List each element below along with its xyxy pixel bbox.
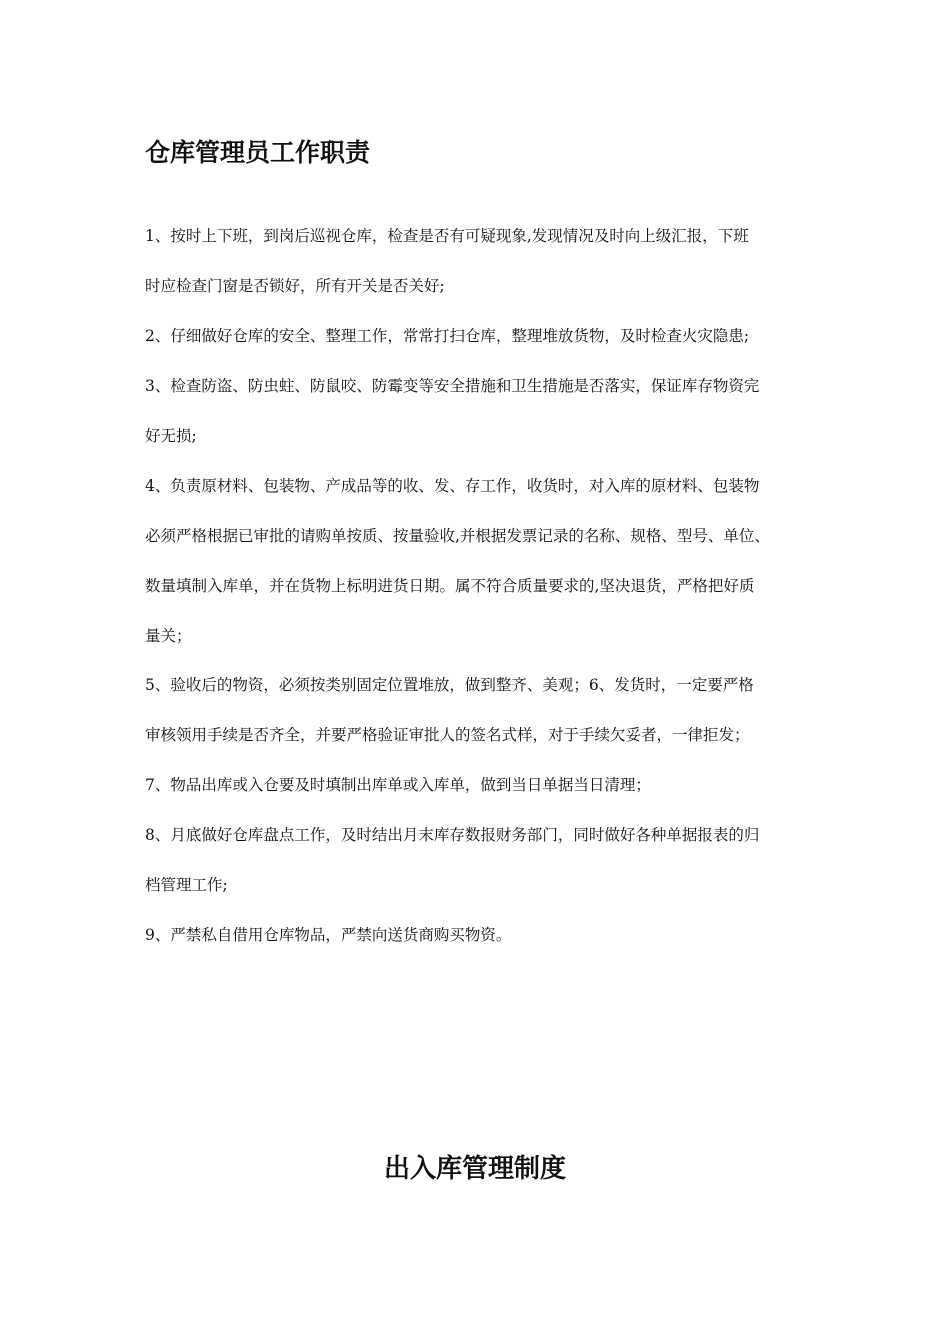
text-line-4: 3、检查防盗、防虫蛀、防鼠咬、防霉变等安全措施和卫生措施是否落实，保证库存物资完 [145,377,760,395]
text-line-14: 档管理工作; [145,876,228,894]
text-line-11: 审核领用手续是否齐全，并要严格验证审批人的签名式样，对于手续欠妥者，一律拒发； [145,726,750,744]
text-line-2: 时应检查门窗是否锁好，所有开关是否关好; [145,277,445,295]
document-title: 仓库管理员工作职责 [145,138,371,167]
text-line-3: 2、仔细做好仓库的安全、整理工作，常常打扫仓库，整理堆放货物，及时检查火灾隐患; [145,327,750,345]
text-line-5: 好无损; [145,427,197,445]
text-line-10: 5、验收后的物资，必须按类别固定位置堆放，做到整齐、美观；6、发货时，一定要严格 [145,676,754,694]
text-line-1: 1、按时上下班，到岗后巡视仓库，检查是否有可疑现象,发现情况及时向上级汇报，下班 [145,227,749,245]
text-line-8: 数量填制入库单，并在货物上标明进货日期。属不符合质量要求的,坚决退货，严格把好质 [145,577,755,595]
text-line-6: 4、负责原材料、包装物、产成品等的收、发、存工作，收货时，对入库的原材料、包装物 [145,477,760,495]
section-title: 出入库管理制度 [383,1154,566,1184]
text-line-12: 7、物品出库或入仓要及时填制出库单或入库单，做到当日单据当日清理； [145,776,651,794]
text-line-13: 8、月底做好仓库盘点工作，及时结出月末库存数报财务部门，同时做好各种单据报表的归 [145,826,760,844]
text-line-9: 量关； [145,627,192,645]
text-line-15: 9、严禁私自借用仓库物品，严禁向送货商购买物资。 [145,926,512,944]
text-line-7: 必须严格根据已审批的请购单按质、按量验收,并根据发票记录的名称、规格、型号、单位、 [145,527,770,545]
